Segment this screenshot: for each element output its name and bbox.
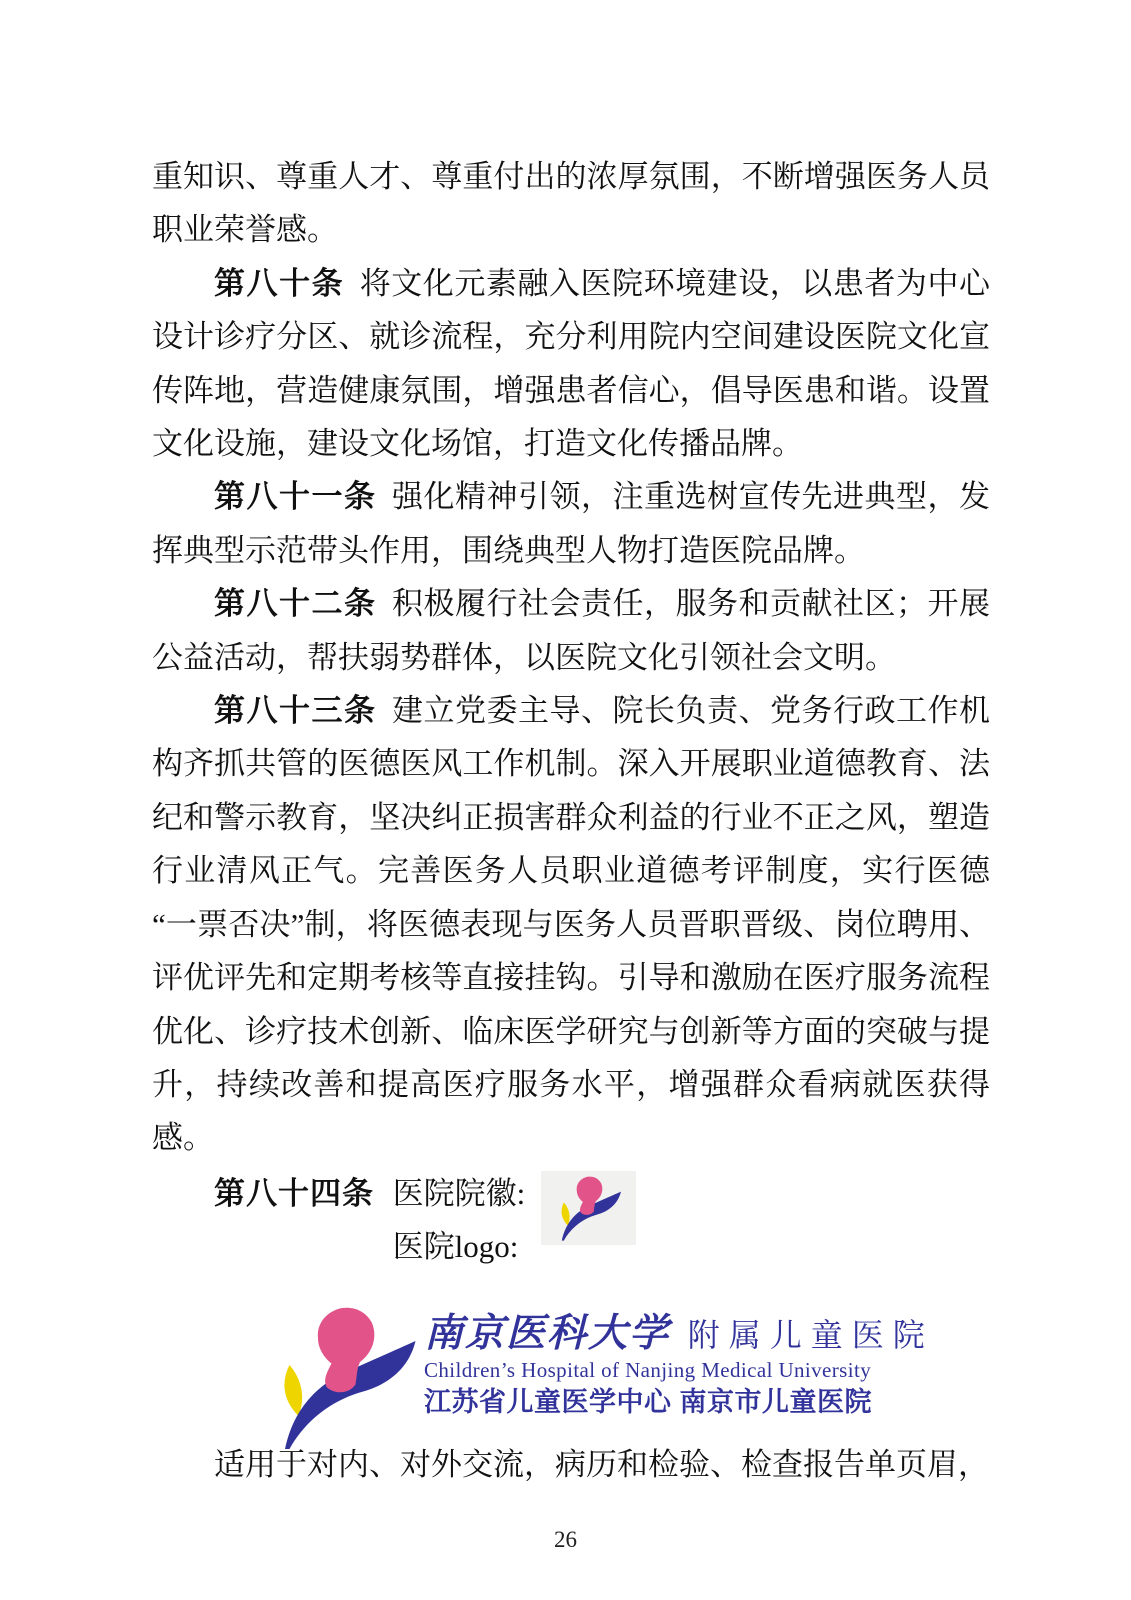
paragraph-text: 适用于对内、对外交流，病历和检验、检查报告单页眉，	[214, 1446, 989, 1482]
hospital-affiliation-name: 附属儿童医院	[687, 1316, 934, 1353]
hospital-emblem-icon	[270, 1302, 420, 1452]
paragraph-text: 强化精神引领，注重选树宣传先进典型，发挥典型示范带头作用，围绕典型人物打造医院品牌。	[152, 479, 990, 568]
paragraph-article-80	[152, 257, 990, 471]
hospital-emblem-small-image	[541, 1171, 636, 1245]
paragraph-usage-note	[152, 1438, 990, 1491]
article-84-labels	[393, 1167, 526, 1274]
paragraph-article-81	[152, 470, 990, 577]
paragraph-article-83	[152, 684, 990, 1165]
paragraph-text: 将文化元素融入医院环境建设，以患者为中心设计诊疗分区、就诊流程，充分利用院内空间建设医院文化宣传阵地，营造健康氛围，增强患者信心，倡导医患和谐。设置文化设施，建设文化场馆，打造文化传播品牌。	[152, 265, 991, 462]
paragraph-text: 建立党委主导、院长负责、党务行政工作机构齐抓共管的医德医风工作机制。深入开展职业道德教育、法纪和警示教育，坚决纠正损害群众利益的行业不正之风，塑造行业清风正气。完善医务人员职业道德考评制度，实行医德“一票否决”制，将医德表现与医务人员晋职晋级、岗位聘用、评优评先和定期考核等直接挂钩。引导和激励在医疗服务流程优化、诊疗技术创新、临床医学研究与创新等方面的突破与提升，持续改善和提高医疗服务水平，增强群众看病就医获得感。	[152, 693, 990, 1156]
hospital-logo-text	[424, 1302, 934, 1421]
hospital-emblem-label: 医院院徽:	[392, 1175, 526, 1211]
hospital-emblem-icon	[553, 1174, 625, 1242]
hospital-logo-lockup	[270, 1302, 990, 1438]
university-name-calligraphy: 南京医科大学	[424, 1311, 671, 1355]
hospital-logo-label: 医院logo:	[392, 1229, 519, 1265]
hospital-subtitle-cn: 江苏省儿童医学中心 南京市儿童医院	[424, 1386, 873, 1417]
article-number: 第八十一条	[214, 479, 377, 515]
paragraph-article-84	[214, 1167, 990, 1274]
page-number: 26	[554, 1527, 577, 1552]
paragraph-text: 积极履行社会责任，服务和贡献社区；开展公益活动，帮扶弱势群体，以医院文化引领社会文明。	[152, 586, 990, 675]
page-body	[152, 150, 990, 1491]
paragraph-article-82	[152, 577, 990, 684]
article-number: 第八十二条	[214, 586, 377, 622]
article-number: 第八十四条	[214, 1175, 374, 1211]
article-number: 第八十条	[214, 265, 345, 301]
hospital-name-cn	[424, 1312, 934, 1358]
yellow-leaf-shape	[561, 1202, 569, 1225]
paragraph-continuation	[152, 150, 990, 257]
yellow-leaf-shape	[284, 1365, 302, 1416]
paragraph-text: 重知识、尊重人才、尊重付出的浓厚氛围，不断增强医务人员职业荣誉感。	[152, 159, 990, 248]
hospital-name-en: Children’s Hospital of Nanjing Medical University	[424, 1357, 872, 1382]
article-number: 第八十三条	[214, 693, 377, 729]
